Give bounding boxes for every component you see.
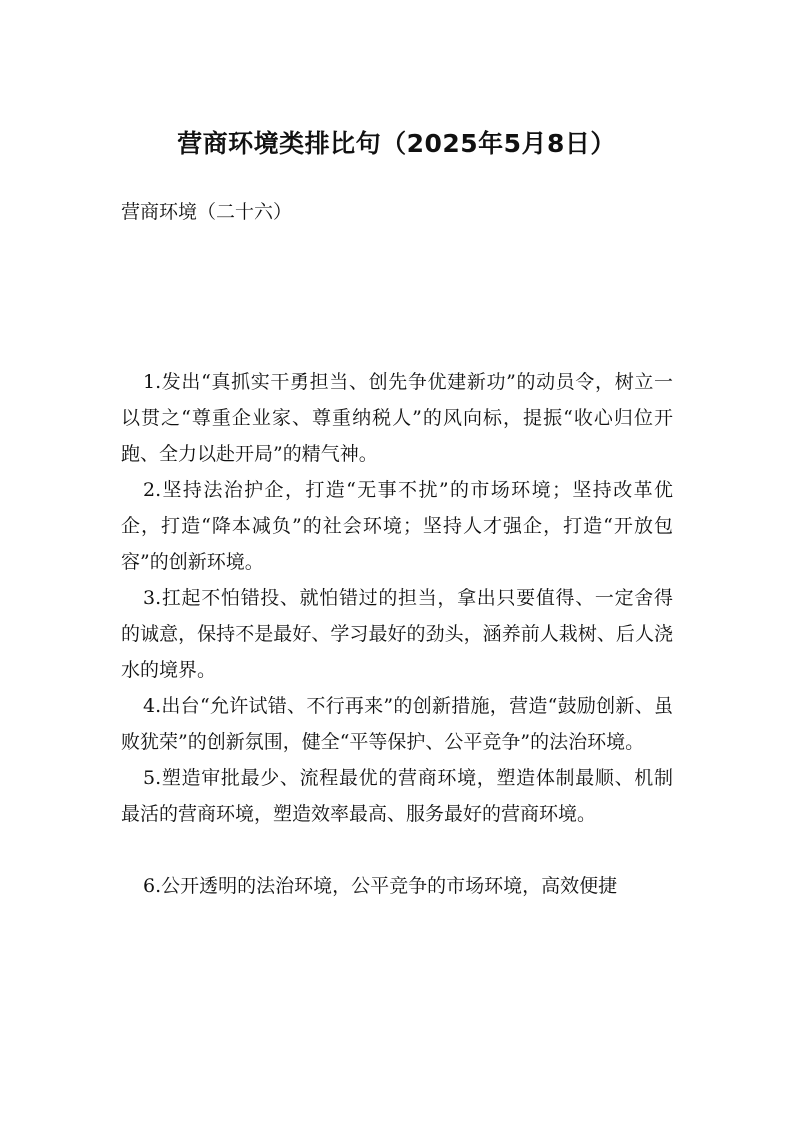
document-body — [121, 364, 673, 904]
paragraph-4: 4.出台“允许试错、不行再来”的创新措施，营造“鼓励创新、虽败犹荣”的创新氛围，健全“平等保护、公平竞争”的法治环境。 — [121, 695, 673, 753]
paragraph-6: 6.公开透明的法治环境，公平竞争的市场环境，高效便捷 — [143, 875, 618, 897]
document-title: 营商环境类排比句（2025年5月8日） — [177, 129, 616, 158]
paragraph-3: 3.扛起不怕错投、就怕错过的担当，拿出只要值得、一定舍得的诚意，保持不是最好、学习最好的劲头，涵养前人栽树、后人浇水的境界。 — [121, 587, 673, 681]
paragraph-5: 5.塑造审批最少、流程最优的营商环境，塑造体制最顺、机制最活的营商环境，塑造效率最高、服务最好的营商环境。 — [121, 767, 673, 825]
paragraph-2: 2.坚持法治护企，打造“无事不扰”的市场环境；坚持改革优企，打造“降本减负”的社会环境；坚持人才强企，打造“开放包容”的创新环境。 — [121, 479, 673, 573]
document-subtitle: 营商环境（二十六） — [121, 201, 293, 223]
paragraph-1: 1.发出“真抓实干勇担当、创先争优建新功”的动员令，树立一以贯之“尊重企业家、尊重纳税人”的风向标，提振“收心归位开跑、全力以赴开局”的精气神。 — [121, 371, 673, 465]
